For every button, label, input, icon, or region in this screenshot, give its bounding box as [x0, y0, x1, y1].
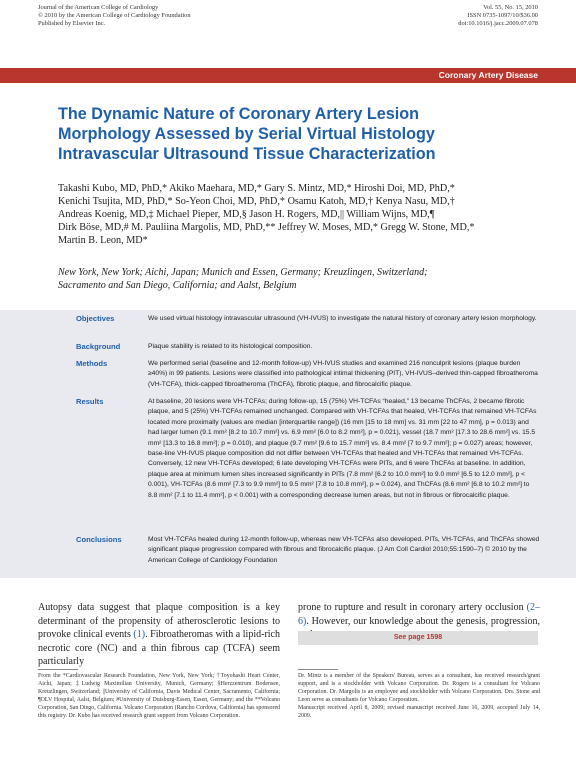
body-text: prone to rupture and result in coronary artery occlusion: [298, 602, 527, 613]
body-text: Autopsy data suggest that plaque composition is a key determinant of the propensity of atherosclerotic lesions to provoke clinical events: [38, 602, 280, 640]
affiliation-line: New York, New York; Aichi, Japan; Munich and Essen, Germany; Kreuzlingen, Switzerland;: [58, 267, 428, 278]
abstract-text: We performed serial (baseline and 12-month follow-up) VH-IVUS studies and examined 216 nonculprit lesions (plaque burden ≥40%) in 99 patients. Lesions were classified into pathological intimal thickening (PIT), VH-IVUS–derived thin-capped fibroatheroma (VH-TCFA), thick-capped fibroatheroma (ThCFA), fibrotic plaque, and fibrocalcific plaque.: [148, 360, 538, 388]
journal-header-left: [38, 4, 191, 28]
reference-link[interactable]: (2–6): [298, 602, 540, 627]
author-line: Dirk Böse, MD,# M. Pauliina Margolis, MD, PhD,** Jeffrey W. Moses, MD,* Gregg W. Stone, MD,*: [58, 221, 475, 233]
footnote-divider: [298, 669, 338, 670]
body-column-left: [38, 601, 280, 669]
title-line: The Dynamic Nature of Coronary Artery Lesion: [58, 105, 420, 123]
affiliation-line: Sacramento and San Diego, California; and Aalst, Belgium: [58, 280, 297, 291]
author-line: Kenichi Tsujita, MD, PhD,* So-Yeon Choi, MD, PhD,* Osamu Katoh, MD,† Kenya Nasu, MD,†: [58, 195, 455, 207]
journal-name: Journal of the American College of Cardiology: [38, 4, 159, 11]
see-page-link[interactable]: See page 1598: [393, 634, 443, 641]
footnote-disclosures: Dr. Mintz is a member of the Speakers' Bureau, serves as a consultant, has received research/grant support, and is a stockholder with Volcano Corporation. Dr. Rogers is a consultant for Volcano Corporation. Dr. Margolis is an employee and stockholder with Volcano Corporation. Drs. Stone and Leon serve as consultants for Volcano Corporation. Manuscript received April 8, 2009; revised manuscript received June 16, 2009, accepted July 14, 2009.: [298, 673, 540, 719]
author-line: Martin B. Leon, MD*: [58, 234, 148, 246]
abstract-text: Most VH-TCFAs healed during 12-month follow-up, whereas new VH-TCFAs also developed. PITs, VH-TCFAs, and ThCFAs showed significant plaque progression compared with fibrous and fibrocalcific plaque. (J Am Coll Cardiol 2010;55:1590–7) © 2010 by the American College of Cardiology Foundation: [148, 536, 540, 564]
footnote-divider: [38, 669, 78, 670]
section-band: [0, 68, 576, 83]
title-line: Intravascular Ultrasound Tissue Characterization: [58, 145, 436, 163]
publisher-line: Published by Elsevier Inc.: [38, 20, 106, 27]
abstract-text: Plaque stability is related to its histological composition.: [148, 343, 313, 350]
abstract-label: Conclusions: [76, 535, 122, 544]
section-label: Coronary Artery Disease: [438, 70, 538, 80]
author-line: Andreas Koenig, MD,‡ Michael Pieper, MD,§ Jason H. Rogers, MD,|| William Wijns, MD,¶: [58, 208, 435, 220]
abstract-label: Background: [76, 342, 121, 351]
reference-link[interactable]: (1): [133, 629, 146, 640]
issn-line: ISSN 0735-1097/10/$36.00: [467, 12, 538, 19]
author-line: Takashi Kubo, MD, PhD,* Akiko Maehara, MD,* Gary S. Mintz, MD,* Hiroshi Doi, MD, PhD,*: [58, 183, 455, 194]
volume-line: Vol. 55, No. 15, 2010: [483, 4, 538, 11]
abstract-label: Objectives: [76, 314, 115, 323]
abstract-label: Methods: [76, 359, 108, 368]
abstract-text: We used virtual histology intravascular ultrasound (VH-IVUS) to investigate the natural history of coronary artery lesion morphology.: [148, 315, 537, 322]
abstract-text: At baseline, 20 lesions were VH-TCFAs; during follow-up, 15 (75%) VH-TCFAs “healed,” 13 became ThCFAs, 2 became fibrotic plaque, and 5 (25%) VH-TCFAs remained unchanged. Compared with VH-TCFAs that healed, VH-TCFAs that remained VH-TCFAs located more proximally (values are median [interquartile range]) (16 mm [15 to 18 mm] vs. 31 mm [22 to 47 mm], p = 0.013) and had larger lumen (9.1 mm² [8.2 to 10.7 mm²] vs. 6.9 mm² [6.0 to 8.2 mm²], p = 0.021), vessel (18.7 mm² [17.3 to 28.6 mm²] vs. 15.5 mm² [13.3 to 16.8 mm²]; p = 0.010), and plaque (9.7 mm² [9.6 to 15.7 mm²] vs. 8.4 mm² [7 to 9.7 mm²]; p = 0.027) areas; however, base-line VH-IVUS plaque composition did not differ between VH-TCFAs that healed and VH-TCFAs that remained VH-TCFAs. Conversely, 12 new VH-TCFAs developed; 6 late developing VH-TCFAs were PITs, and 6 were ThCFAs at baseline. In addition, plaque area at minimum lumen sites increased significantly in PITs (7.8 mm² [6.2 to 10.0 mm²] to 9.0 mm² [6.5 to 12.0 mm²], p < 0.001), VH-TCFAs (8.6 mm² [7.3 to 9.9 mm²] to 9.5 mm² [7.8 to 10.8 mm²], p = 0.024), and ThCFAs (8.6 mm² [6.8 to 10.2 mm²] to 8.8 mm² [7.1 to 11.4 mm²], p < 0.001) with a corresponding decrease lumen areas, but not in fibrous or fibrocalcific plaque.: [148, 398, 537, 499]
structured-abstract: [0, 310, 576, 578]
doi-line: doi:10.1016/j.jacc.2009.07.078: [458, 20, 538, 27]
affiliation-locations: [58, 266, 528, 292]
copyright-line: © 2010 by the American College of Cardiology Foundation: [38, 12, 191, 19]
footnote-affiliations: From the *Cardiovascular Research Foundation, New York, New York; †Toyohashi Heart Center, Aichi, Japan; ‡Ludwig Maximilian University, Munich, Germany; §Herzzentrum Bodensee, Kreuzlingen, Switzerland; ||University of California, Davis Medical Center, Sacramento, California; ¶OLV Hospital, Aalst, Belgium; #University of Duisburg-Essen, Essen, Germany; and the **Volcano Corporation, San Diego, California. Volcano Corporation (Rancho Cordova, California) has sponsored this registry. Dr. Kubo has received research grant support from Volcano Corporation.: [38, 673, 280, 719]
abstract-label: Results: [76, 397, 104, 406]
article-title: [58, 104, 528, 164]
body-text: . However, our knowledge about the genesis, progression,: [306, 615, 540, 627]
title-line: Morphology Assessed by Serial Virtual Histology: [58, 125, 435, 143]
journal-header-right: [458, 4, 538, 28]
body-text: . Fibroatheromas with a lipid-rich necrotic core (NC) and a thin fibrous cap (TCFA) seem particularly: [38, 629, 280, 667]
author-list: [58, 183, 538, 248]
see-page-box[interactable]: [298, 631, 538, 645]
